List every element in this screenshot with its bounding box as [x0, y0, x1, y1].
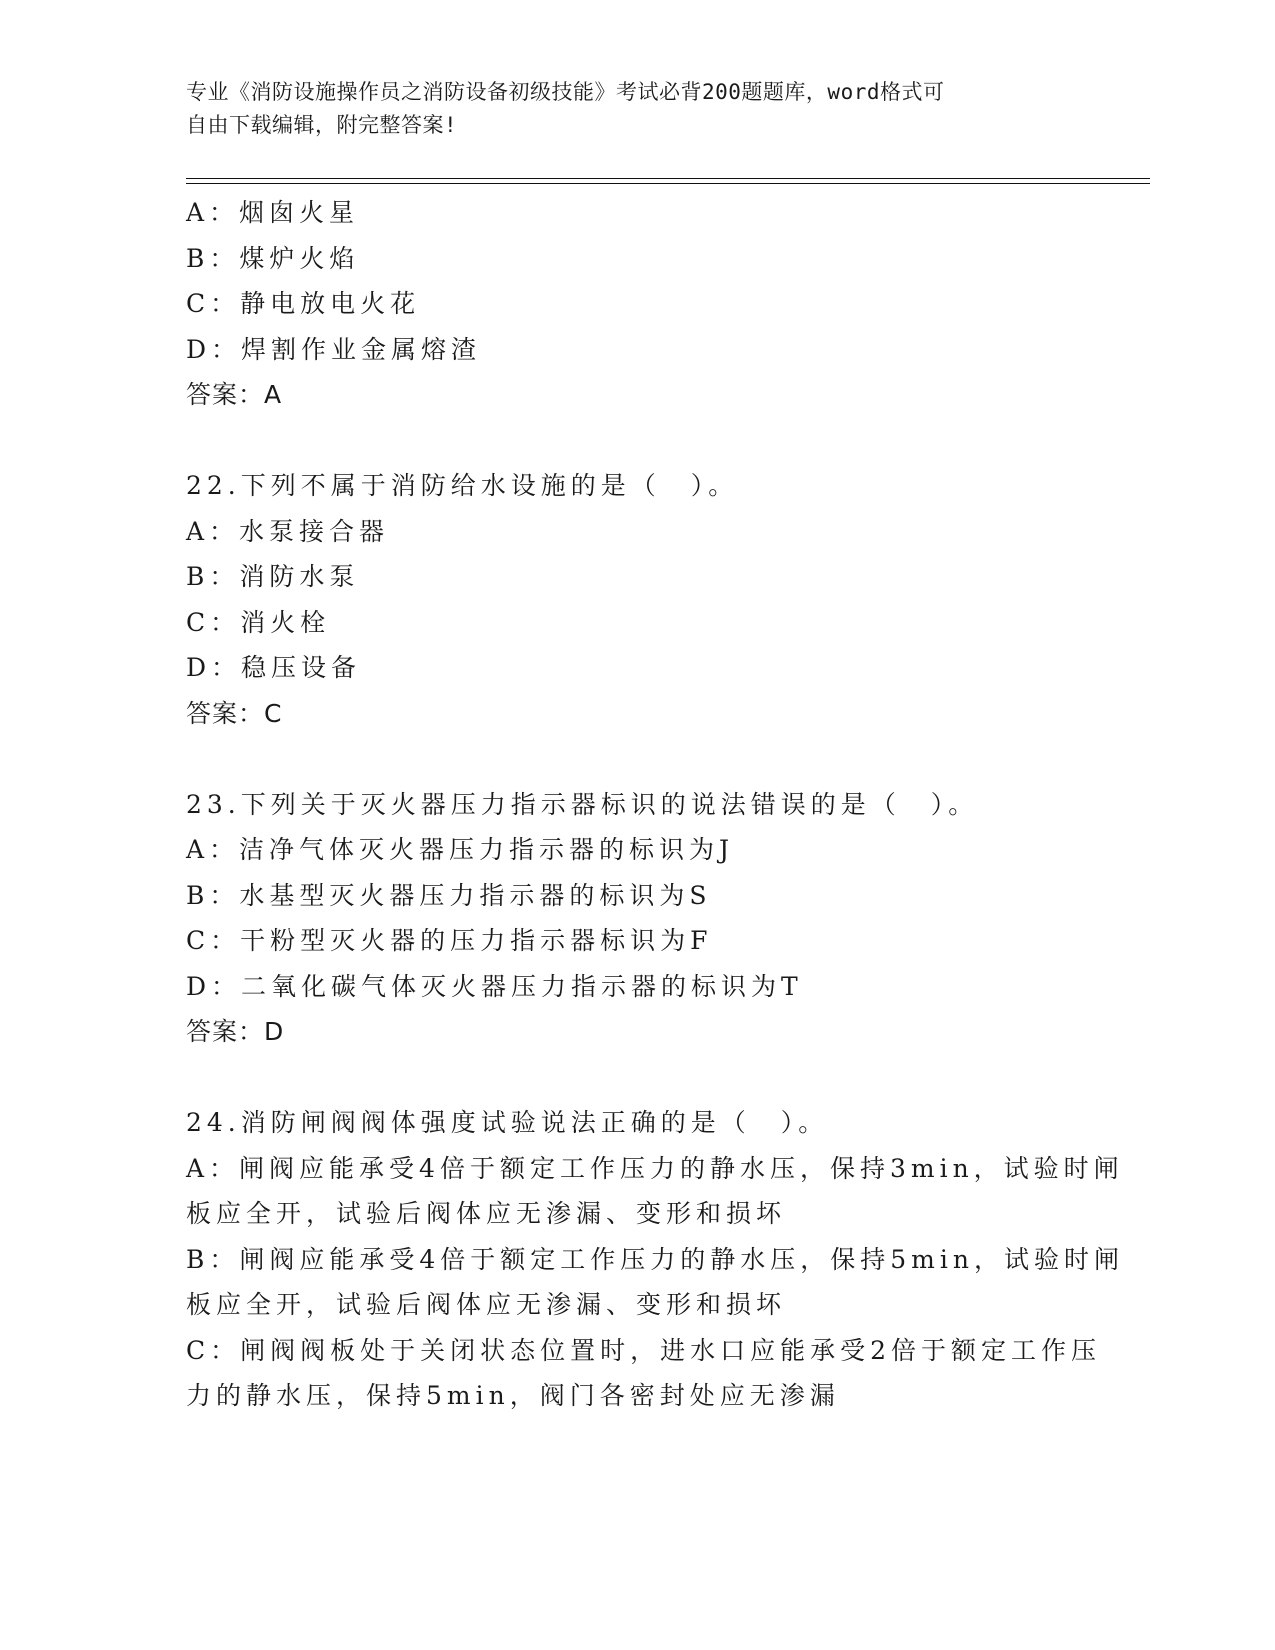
answer-line: 答案：D: [186, 1017, 285, 1046]
question-text: 24.消防闸阀阀体强度试验说法正确的是（ ）。: [186, 1108, 829, 1137]
header-divider-top: [186, 178, 1150, 179]
question-block-24: [186, 1100, 1124, 1419]
document-header: [186, 76, 1066, 142]
option-c: C：静电放电火花: [186, 289, 421, 318]
question-block-22: [186, 463, 1086, 736]
option-a-line-2: 板应全开，试验后阀体应无渗漏、变形和损坏: [186, 1199, 787, 1228]
option-c-line-1: C：闸阀阀板处于关闭状态位置时，进水口应能承受2倍于额定工作压: [186, 1335, 1102, 1365]
option-c-line-2: 力的静水压，保持5min，阀门各密封处应无渗漏: [186, 1381, 840, 1410]
option-d: D：稳压设备: [186, 653, 362, 682]
header-title-line-1: 专业《消防设施操作员之消防设备初级技能》考试必背200题题库，word格式可: [186, 80, 945, 104]
option-b-line-2: 板应全开，试验后阀体应无渗漏、变形和损坏: [186, 1290, 787, 1319]
answer-line: 答案：A: [186, 380, 283, 409]
header-divider-bottom: [186, 183, 1150, 184]
answer-line: 答案：C: [186, 698, 283, 728]
header-title-line-2: 自由下载编辑，附完整答案!: [186, 113, 458, 137]
option-a: A：水泵接合器: [186, 516, 390, 546]
spacer: [186, 736, 1086, 782]
question-block-23: [186, 782, 1086, 1055]
question-text: 23.下列关于灭火器压力指示器标识的说法错误的是（ ）。: [186, 789, 979, 819]
spacer: [186, 1055, 1086, 1101]
option-b-line-1: B：闸阀应能承受4倍于额定工作压力的静水压，保持5min，试验时闸: [186, 1244, 1124, 1274]
option-b: B：水基型灭火器压力指示器的标识为S: [186, 880, 712, 910]
question-list: [186, 190, 1124, 1419]
option-d: D：焊割作业金属熔渣: [186, 334, 482, 364]
question-block-21: [186, 190, 1086, 418]
option-d: D：二氧化碳气体灭火器压力指示器的标识为T: [186, 971, 803, 1001]
option-a: A：烟囱火星: [186, 198, 360, 227]
option-a-line-1: A：闸阀应能承受4倍于额定工作压力的静水压，保持3min，试验时闸: [186, 1153, 1124, 1183]
option-b: B：煤炉火焰: [186, 243, 360, 273]
option-a: A：洁净气体灭火器压力指示器的标识为J: [186, 835, 735, 864]
question-text: 22.下列不属于消防给水设施的是（ ）。: [186, 471, 739, 500]
option-c: C：干粉型灭火器的压力指示器标识为F: [186, 926, 713, 955]
option-b: B：消防水泵: [186, 562, 360, 591]
option-c: C：消火栓: [186, 607, 331, 637]
spacer: [186, 418, 1086, 464]
